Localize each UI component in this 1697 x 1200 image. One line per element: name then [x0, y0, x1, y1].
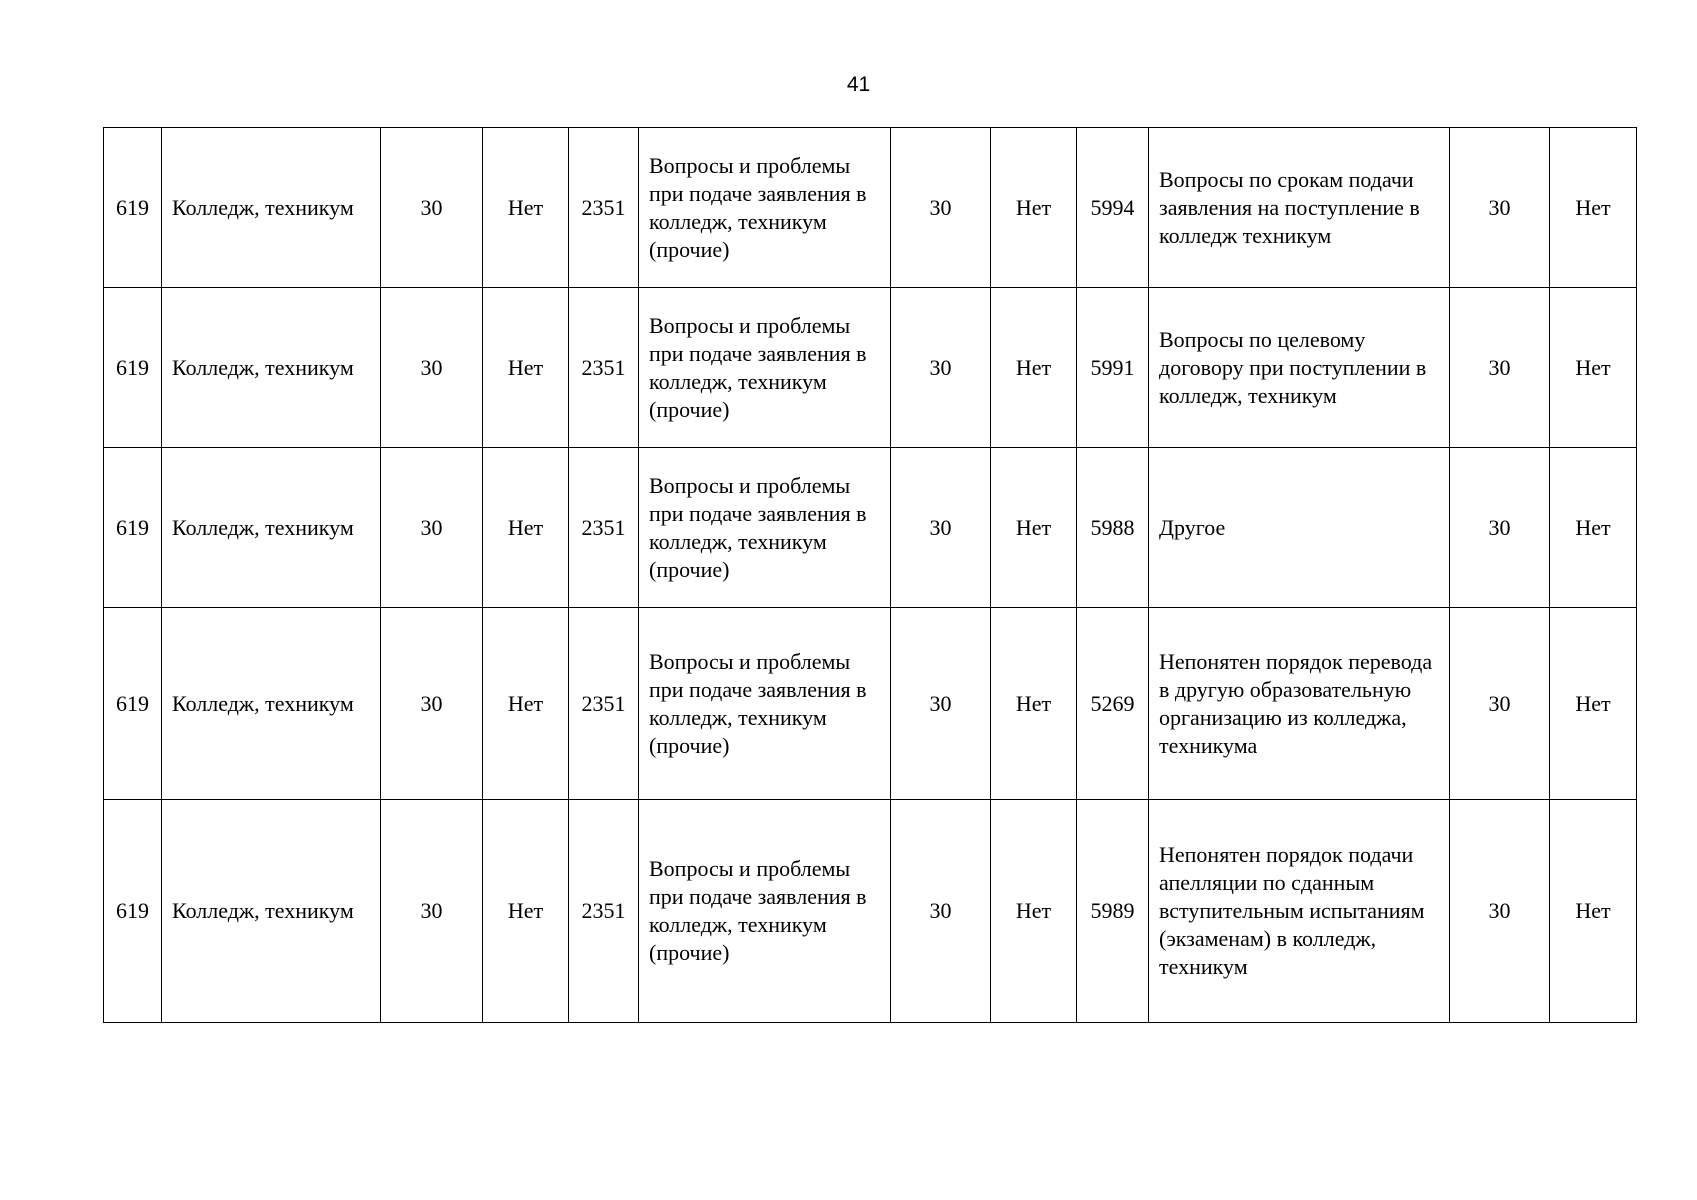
- subcategory-days-cell: 30: [891, 608, 991, 800]
- topic-days-cell: 30: [1450, 128, 1550, 288]
- category-id-cell: 619: [104, 288, 162, 448]
- category-name-cell: Колледж, техникум: [162, 128, 381, 288]
- category-name-cell: Колледж, техникум: [162, 288, 381, 448]
- topic-name-cell: Другое: [1149, 448, 1450, 608]
- topic-days-cell: 30: [1450, 448, 1550, 608]
- category-flag-cell: Нет: [483, 128, 569, 288]
- topic-id-cell: 5269: [1077, 608, 1149, 800]
- page-number: 41: [846, 73, 871, 96]
- topic-name-cell: Непонятен порядок подачи апелляции по сданным вступительным испытаниям (экзаменам) в колледж, техникум: [1149, 800, 1450, 1023]
- table-row: [104, 128, 1637, 288]
- category-flag-cell: Нет: [483, 608, 569, 800]
- category-id-cell: 619: [104, 608, 162, 800]
- category-days-cell: 30: [381, 288, 483, 448]
- subcategory-days-cell: 30: [891, 288, 991, 448]
- subcategory-name-cell: Вопросы и проблемы при подаче заявления в колледж, техникум (прочие): [639, 288, 891, 448]
- subcategory-flag-cell: Нет: [991, 448, 1077, 608]
- subcategory-flag-cell: Нет: [991, 288, 1077, 448]
- category-flag-cell: Нет: [483, 288, 569, 448]
- subcategory-name-cell: Вопросы и проблемы при подаче заявления в колледж, техникум (прочие): [639, 800, 891, 1023]
- subcategory-days-cell: 30: [891, 800, 991, 1023]
- subcategory-id-cell: 2351: [569, 128, 639, 288]
- topic-flag-cell: Нет: [1550, 608, 1637, 800]
- table-row: [104, 288, 1637, 448]
- category-days-cell: 30: [381, 448, 483, 608]
- topic-id-cell: 5991: [1077, 288, 1149, 448]
- subcategory-flag-cell: Нет: [991, 608, 1077, 800]
- topic-days-cell: 30: [1450, 608, 1550, 800]
- topic-days-cell: 30: [1450, 800, 1550, 1023]
- category-name-cell: Колледж, техникум: [162, 800, 381, 1023]
- category-days-cell: 30: [381, 800, 483, 1023]
- category-name-cell: Колледж, техникум: [162, 608, 381, 800]
- category-days-cell: 30: [381, 608, 483, 800]
- category-id-cell: 619: [104, 128, 162, 288]
- subcategory-id-cell: 2351: [569, 448, 639, 608]
- classifier-table: [103, 127, 1637, 1023]
- category-name-cell: Колледж, техникум: [162, 448, 381, 608]
- topic-flag-cell: Нет: [1550, 288, 1637, 448]
- topic-flag-cell: Нет: [1550, 448, 1637, 608]
- topic-name-cell: Непонятен порядок перевода в другую образовательную организацию из колледжа, техникума: [1149, 608, 1450, 800]
- topic-name-cell: Вопросы по срокам подачи заявления на поступление в колледж техникум: [1149, 128, 1450, 288]
- table-row: [104, 608, 1637, 800]
- topic-flag-cell: Нет: [1550, 800, 1637, 1023]
- category-id-cell: 619: [104, 448, 162, 608]
- category-flag-cell: Нет: [483, 800, 569, 1023]
- subcategory-days-cell: 30: [891, 448, 991, 608]
- category-flag-cell: Нет: [483, 448, 569, 608]
- subcategory-id-cell: 2351: [569, 800, 639, 1023]
- subcategory-id-cell: 2351: [569, 608, 639, 800]
- topic-flag-cell: Нет: [1550, 128, 1637, 288]
- table-row: [104, 800, 1637, 1023]
- subcategory-flag-cell: Нет: [991, 128, 1077, 288]
- subcategory-id-cell: 2351: [569, 288, 639, 448]
- subcategory-flag-cell: Нет: [991, 800, 1077, 1023]
- topic-id-cell: 5989: [1077, 800, 1149, 1023]
- topic-name-cell: Вопросы по целевому договору при поступлении в колледж, техникум: [1149, 288, 1450, 448]
- subcategory-name-cell: Вопросы и проблемы при подаче заявления в колледж, техникум (прочие): [639, 128, 891, 288]
- subcategory-name-cell: Вопросы и проблемы при подаче заявления в колледж, техникум (прочие): [639, 448, 891, 608]
- subcategory-name-cell: Вопросы и проблемы при подаче заявления в колледж, техникум (прочие): [639, 608, 891, 800]
- table-row: [104, 448, 1637, 608]
- topic-id-cell: 5994: [1077, 128, 1149, 288]
- category-days-cell: 30: [381, 128, 483, 288]
- category-id-cell: 619: [104, 800, 162, 1023]
- topic-days-cell: 30: [1450, 288, 1550, 448]
- subcategory-days-cell: 30: [891, 128, 991, 288]
- topic-id-cell: 5988: [1077, 448, 1149, 608]
